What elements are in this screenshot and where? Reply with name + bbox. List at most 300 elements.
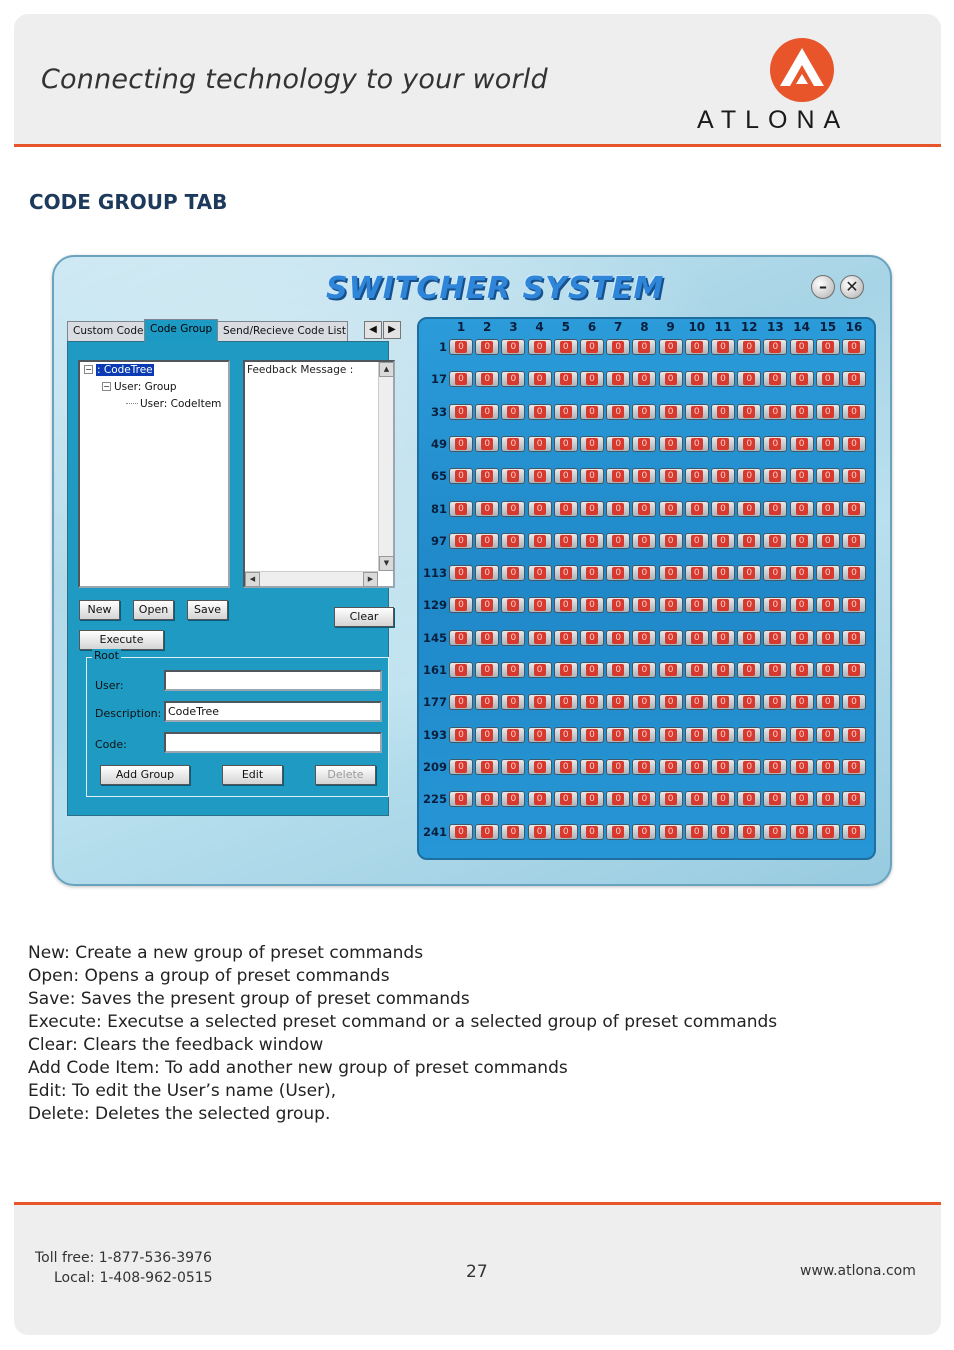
grid-cell-button[interactable]	[501, 468, 525, 484]
grid-cell-button[interactable]	[554, 630, 578, 646]
grid-cell-button[interactable]	[606, 501, 630, 517]
grid-cell-button[interactable]	[816, 824, 840, 840]
grid-cell-button[interactable]	[711, 694, 735, 710]
execute-button[interactable]: Execute	[79, 630, 164, 650]
grid-column-header: 16	[845, 320, 863, 334]
grid-cell-value: 0	[534, 373, 546, 385]
grid-cell-button[interactable]	[580, 791, 604, 807]
grid-cell-value: 0	[455, 696, 467, 708]
grid-cell-button[interactable]	[580, 371, 604, 387]
grid-row-header: 33	[430, 404, 447, 419]
grid-cell-button[interactable]	[763, 436, 787, 452]
grid-cell-button[interactable]	[763, 371, 787, 387]
open-button[interactable]: Open	[133, 600, 174, 620]
grid-cell-button[interactable]	[632, 533, 656, 549]
grid-cell-button[interactable]	[711, 759, 735, 775]
grid-cell-button[interactable]	[606, 597, 630, 613]
grid-cell-button[interactable]	[580, 468, 604, 484]
grid-cell-button[interactable]	[606, 404, 630, 420]
grid-cell-button[interactable]	[842, 662, 866, 678]
grid-cell-button[interactable]	[501, 662, 525, 678]
grid-cell-button[interactable]	[685, 404, 709, 420]
grid-cell-button[interactable]	[816, 468, 840, 484]
grid-cell-button[interactable]	[685, 468, 709, 484]
grid-cell-button[interactable]	[606, 436, 630, 452]
grid-cell-button[interactable]	[816, 662, 840, 678]
grid-cell-button[interactable]	[632, 824, 656, 840]
grid-cell-button[interactable]	[790, 339, 814, 355]
grid-cell-button[interactable]	[632, 727, 656, 743]
grid-cell-button[interactable]	[528, 727, 552, 743]
grid-cell-button[interactable]	[711, 404, 735, 420]
tab-send-receive-code-list[interactable]: Send/Recieve Code List	[217, 321, 348, 341]
grid-cell-button[interactable]	[816, 759, 840, 775]
grid-cell-button[interactable]	[632, 468, 656, 484]
grid-cell-button[interactable]	[554, 791, 578, 807]
grid-cell-button[interactable]	[475, 468, 499, 484]
code-input[interactable]	[164, 732, 382, 753]
grid-cell-button[interactable]	[528, 565, 552, 581]
grid-cell-button[interactable]	[763, 501, 787, 517]
grid-cell-button[interactable]	[763, 533, 787, 549]
grid-cell-button[interactable]	[842, 565, 866, 581]
grid-cell-button[interactable]	[763, 597, 787, 613]
grid-cell-button[interactable]	[632, 436, 656, 452]
grid-cell-button[interactable]	[449, 759, 473, 775]
grid-cell-button[interactable]	[685, 759, 709, 775]
grid-cell-button[interactable]	[790, 533, 814, 549]
grid-cell-button[interactable]	[737, 662, 761, 678]
grid-cell-button[interactable]	[763, 694, 787, 710]
grid-cell-button[interactable]	[632, 339, 656, 355]
grid-cell-button[interactable]	[790, 501, 814, 517]
grid-cell-button[interactable]	[580, 694, 604, 710]
grid-cell-button[interactable]	[816, 404, 840, 420]
grid-cell-button[interactable]	[632, 791, 656, 807]
grid-cell-button[interactable]	[580, 662, 604, 678]
grid-cell-button[interactable]	[501, 727, 525, 743]
grid-cell-button[interactable]	[606, 662, 630, 678]
grid-cell-button[interactable]	[659, 533, 683, 549]
grid-cell-button[interactable]	[737, 727, 761, 743]
grid-cell-button[interactable]	[842, 468, 866, 484]
grid-cell-button[interactable]	[554, 694, 578, 710]
grid-cell-button[interactable]	[501, 630, 525, 646]
grid-cell-button[interactable]	[501, 824, 525, 840]
grid-cell-button[interactable]	[737, 565, 761, 581]
grid-cell-button[interactable]	[711, 533, 735, 549]
grid-cell-button[interactable]	[842, 371, 866, 387]
grid-cell-button[interactable]	[842, 630, 866, 646]
grid-cell-button[interactable]	[554, 597, 578, 613]
grid-cell-button[interactable]	[763, 824, 787, 840]
grid-cell-button[interactable]	[449, 533, 473, 549]
grid-cell-button[interactable]	[659, 597, 683, 613]
grid-cell-button[interactable]	[816, 791, 840, 807]
grid-cell-button[interactable]	[685, 694, 709, 710]
grid-cell-button[interactable]	[449, 597, 473, 613]
grid-cell-button[interactable]	[606, 694, 630, 710]
grid-cell-button[interactable]	[711, 371, 735, 387]
grid-cell-button[interactable]	[685, 727, 709, 743]
grid-cell-button[interactable]	[790, 630, 814, 646]
tab-custom-code[interactable]: Custom Code	[67, 321, 145, 341]
scroll-up-icon[interactable]: ▲	[379, 362, 394, 377]
new-button[interactable]: New	[79, 600, 120, 620]
grid-cell-button[interactable]	[475, 759, 499, 775]
grid-cell-button[interactable]	[737, 824, 761, 840]
grid-cell-button[interactable]	[659, 371, 683, 387]
grid-cell-button[interactable]	[606, 533, 630, 549]
grid-cell-button[interactable]	[501, 694, 525, 710]
grid-cell-button[interactable]	[528, 630, 552, 646]
grid-cell-button[interactable]	[449, 565, 473, 581]
grid-cell-value: 0	[455, 761, 467, 773]
grid-cell-button[interactable]	[711, 597, 735, 613]
grid-cell-button[interactable]	[501, 565, 525, 581]
grid-cell-button[interactable]	[449, 630, 473, 646]
grid-cell-button[interactable]	[685, 339, 709, 355]
grid-cell-button[interactable]	[763, 791, 787, 807]
clear-button[interactable]: Clear	[334, 607, 394, 627]
grid-cell-button[interactable]	[737, 468, 761, 484]
grid-cell-button[interactable]	[790, 791, 814, 807]
grid-cell-button[interactable]	[528, 468, 552, 484]
grid-cell-button[interactable]	[685, 501, 709, 517]
grid-cell-button[interactable]	[790, 662, 814, 678]
tree-node-item[interactable]: User: CodeItem	[126, 398, 221, 410]
grid-cell-button[interactable]	[842, 501, 866, 517]
grid-cell-button[interactable]	[842, 824, 866, 840]
grid-cell-button[interactable]	[816, 597, 840, 613]
grid-cell-button[interactable]	[790, 824, 814, 840]
scroll-down-icon[interactable]: ▼	[379, 556, 394, 571]
grid-cell-button[interactable]	[816, 630, 840, 646]
grid-cell-button[interactable]	[659, 630, 683, 646]
grid-cell-button[interactable]	[554, 468, 578, 484]
grid-cell-button[interactable]	[580, 404, 604, 420]
grid-cell-button[interactable]	[685, 565, 709, 581]
grid-cell-button[interactable]	[842, 404, 866, 420]
grid-cell-button[interactable]	[580, 339, 604, 355]
grid-cell-button[interactable]	[711, 339, 735, 355]
grid-cell-button[interactable]	[685, 371, 709, 387]
grid-cell-button[interactable]	[659, 565, 683, 581]
grid-cell-button[interactable]	[816, 371, 840, 387]
grid-cell-button[interactable]	[449, 339, 473, 355]
grid-cell-button[interactable]	[711, 662, 735, 678]
add-group-button[interactable]: Add Group	[100, 765, 190, 785]
grid-cell-button[interactable]	[501, 339, 525, 355]
grid-cell-value: 0	[560, 406, 572, 418]
grid-cell-button[interactable]	[449, 824, 473, 840]
grid-cell-button[interactable]	[528, 662, 552, 678]
grid-cell-button[interactable]	[554, 662, 578, 678]
grid-cell-button[interactable]	[501, 404, 525, 420]
delete-button[interactable]: Delete	[315, 765, 376, 785]
grid-cell-button[interactable]	[763, 630, 787, 646]
grid-cell-button[interactable]	[816, 436, 840, 452]
grid-cell-button[interactable]	[554, 339, 578, 355]
grid-cell-button[interactable]	[790, 597, 814, 613]
grid-cell-button[interactable]	[659, 791, 683, 807]
grid-cell-button[interactable]	[449, 371, 473, 387]
grid-cell-button[interactable]	[659, 501, 683, 517]
grid-cell-button[interactable]	[790, 468, 814, 484]
grid-cell-button[interactable]	[449, 694, 473, 710]
grid-cell-button[interactable]	[528, 759, 552, 775]
grid-cell-button[interactable]	[763, 565, 787, 581]
grid-cell-button[interactable]	[632, 759, 656, 775]
grid-cell-button[interactable]	[659, 662, 683, 678]
minimize-icon[interactable]: –	[811, 275, 835, 299]
grid-cell-button[interactable]	[737, 436, 761, 452]
grid-cell-button[interactable]	[711, 501, 735, 517]
grid-cell-button[interactable]	[632, 662, 656, 678]
grid-cell-button[interactable]	[816, 694, 840, 710]
grid-cell-button[interactable]	[737, 597, 761, 613]
grid-cell-button[interactable]	[501, 501, 525, 517]
grid-cell-button[interactable]	[816, 533, 840, 549]
grid-cell-button[interactable]	[475, 824, 499, 840]
grid-cell-button[interactable]	[501, 597, 525, 613]
grid-row-header: 177	[422, 695, 447, 710]
grid-cell-button[interactable]	[606, 791, 630, 807]
grid-cell-button[interactable]	[737, 630, 761, 646]
grid-cell-button[interactable]	[475, 662, 499, 678]
grid-cell-button[interactable]	[711, 468, 735, 484]
grid-cell-button[interactable]	[580, 630, 604, 646]
grid-cell-button[interactable]	[659, 759, 683, 775]
grid-cell-button[interactable]	[816, 339, 840, 355]
grid-cell-button[interactable]	[659, 824, 683, 840]
grid-cell-button[interactable]	[632, 371, 656, 387]
tree-node-root[interactable]: − : CodeTree	[85, 364, 153, 376]
grid-cell-button[interactable]	[685, 824, 709, 840]
grid-cell-value: 0	[612, 793, 624, 805]
grid-cell-button[interactable]	[606, 824, 630, 840]
grid-cell-button[interactable]	[501, 436, 525, 452]
tree-node-group[interactable]: − User: Group	[103, 381, 177, 393]
grid-cell-button[interactable]	[842, 759, 866, 775]
grid-cell-button[interactable]	[737, 371, 761, 387]
grid-cell-button[interactable]	[528, 339, 552, 355]
grid-cell-button[interactable]	[449, 468, 473, 484]
grid-cell-button[interactable]	[737, 533, 761, 549]
grid-cell-button[interactable]	[632, 694, 656, 710]
grid-cell-button[interactable]	[475, 339, 499, 355]
grid-cell-button[interactable]	[501, 371, 525, 387]
grid-cell-button[interactable]	[737, 501, 761, 517]
grid-cell-button[interactable]	[554, 371, 578, 387]
grid-cell-button[interactable]	[632, 565, 656, 581]
grid-cell-button[interactable]	[790, 371, 814, 387]
grid-cell-button[interactable]	[475, 501, 499, 517]
grid-cell-button[interactable]	[449, 436, 473, 452]
grid-cell-button[interactable]	[659, 694, 683, 710]
grid-cell-button[interactable]	[606, 727, 630, 743]
grid-cell-button[interactable]	[580, 565, 604, 581]
grid-cell-button[interactable]	[842, 694, 866, 710]
tab-scroll-left-icon[interactable]: ◀	[364, 321, 382, 339]
grid-cell-button[interactable]	[501, 759, 525, 775]
grid-cell-button[interactable]	[554, 759, 578, 775]
grid-cell-button[interactable]	[501, 791, 525, 807]
grid-cell-button[interactable]	[449, 727, 473, 743]
grid-cell-button[interactable]	[449, 501, 473, 517]
description-input[interactable]: CodeTree	[164, 701, 382, 722]
grid-cell-button[interactable]	[554, 404, 578, 420]
grid-cell-button[interactable]	[842, 339, 866, 355]
collapse-icon[interactable]: −	[85, 365, 92, 374]
grid-cell-button[interactable]	[816, 565, 840, 581]
grid-cell-button[interactable]	[580, 436, 604, 452]
grid-cell-button[interactable]	[737, 759, 761, 775]
grid-cell-button[interactable]	[659, 404, 683, 420]
grid-cell-button[interactable]	[580, 597, 604, 613]
grid-cell-button[interactable]	[528, 371, 552, 387]
grid-cell-button[interactable]	[842, 791, 866, 807]
grid-cell-button[interactable]	[606, 759, 630, 775]
grid-cell-button[interactable]	[659, 727, 683, 743]
grid-cell-button[interactable]	[606, 468, 630, 484]
grid-cell-button[interactable]	[842, 727, 866, 743]
grid-cell-button[interactable]	[554, 533, 578, 549]
grid-cell-button[interactable]	[449, 791, 473, 807]
close-icon[interactable]: ✕	[840, 275, 864, 299]
feedback-message-box[interactable]	[243, 360, 395, 588]
grid-cell-button[interactable]	[685, 791, 709, 807]
grid-cell-button[interactable]	[475, 404, 499, 420]
grid-cell-button[interactable]	[659, 468, 683, 484]
feedback-horizontal-scrollbar[interactable]	[245, 571, 378, 586]
grid-cell-value: 0	[534, 729, 546, 741]
grid-cell-button[interactable]	[528, 533, 552, 549]
collapse-icon[interactable]: −	[103, 382, 110, 391]
grid-cell-button[interactable]	[816, 501, 840, 517]
grid-cell-button[interactable]	[763, 727, 787, 743]
grid-cell-button[interactable]	[528, 791, 552, 807]
grid-cell-button[interactable]	[554, 436, 578, 452]
grid-cell-button[interactable]	[475, 565, 499, 581]
grid-cell-button[interactable]	[685, 630, 709, 646]
grid-cell-button[interactable]	[528, 824, 552, 840]
edit-button[interactable]: Edit	[222, 765, 283, 785]
user-input[interactable]	[164, 670, 382, 691]
grid-cell-button[interactable]	[632, 404, 656, 420]
grid-cell-button[interactable]	[475, 533, 499, 549]
grid-cell-button[interactable]	[842, 597, 866, 613]
grid-cell-button[interactable]	[790, 565, 814, 581]
grid-cell-button[interactable]	[763, 662, 787, 678]
grid-cell-button[interactable]	[685, 436, 709, 452]
grid-cell-button[interactable]	[528, 404, 552, 420]
grid-cell-button[interactable]	[685, 597, 709, 613]
grid-cell-button[interactable]	[659, 436, 683, 452]
grid-cell-button[interactable]	[475, 597, 499, 613]
feedback-vertical-scrollbar[interactable]	[378, 362, 393, 571]
grid-cell-button[interactable]	[632, 597, 656, 613]
grid-cell-button[interactable]	[580, 727, 604, 743]
save-button[interactable]: Save	[187, 600, 228, 620]
grid-cell-button[interactable]	[632, 630, 656, 646]
grid-cell-button[interactable]	[475, 727, 499, 743]
grid-cell-button[interactable]	[737, 404, 761, 420]
scroll-right-icon[interactable]: ▶	[363, 572, 378, 587]
grid-cell-button[interactable]	[580, 759, 604, 775]
grid-cell-button[interactable]	[685, 533, 709, 549]
grid-cell-button[interactable]	[580, 533, 604, 549]
grid-cell-value: 0	[848, 470, 860, 482]
grid-cell-button[interactable]	[528, 501, 552, 517]
scroll-left-icon[interactable]: ◀	[245, 572, 260, 587]
code-tree[interactable]	[78, 360, 230, 588]
grid-cell-button[interactable]	[763, 404, 787, 420]
grid-cell-button[interactable]	[580, 824, 604, 840]
grid-cell-button[interactable]	[475, 371, 499, 387]
tab-code-group[interactable]: Code Group	[144, 319, 218, 342]
grid-cell-button[interactable]	[763, 468, 787, 484]
grid-cell-button[interactable]	[763, 339, 787, 355]
grid-cell-value: 0	[717, 793, 729, 805]
grid-cell-button[interactable]	[790, 404, 814, 420]
grid-cell-button[interactable]	[449, 662, 473, 678]
grid-cell-button[interactable]	[554, 565, 578, 581]
grid-cell-button[interactable]	[659, 339, 683, 355]
grid-cell-button[interactable]	[685, 662, 709, 678]
grid-cell-button[interactable]	[554, 727, 578, 743]
grid-cell-button[interactable]	[606, 339, 630, 355]
grid-cell-button[interactable]	[790, 694, 814, 710]
grid-cell-button[interactable]	[475, 694, 499, 710]
grid-cell-button[interactable]	[711, 436, 735, 452]
grid-cell-button[interactable]	[606, 630, 630, 646]
grid-cell-button[interactable]	[711, 565, 735, 581]
grid-cell-button[interactable]	[842, 533, 866, 549]
grid-cell-button[interactable]	[816, 727, 840, 743]
grid-cell-button[interactable]	[711, 791, 735, 807]
grid-cell-button[interactable]	[632, 501, 656, 517]
grid-cell-button[interactable]	[790, 436, 814, 452]
grid-cell-button[interactable]	[737, 791, 761, 807]
grid-cell-button[interactable]	[606, 565, 630, 581]
grid-cell-button[interactable]	[501, 533, 525, 549]
grid-cell-button[interactable]	[475, 630, 499, 646]
grid-cell-button[interactable]	[475, 436, 499, 452]
grid-cell-button[interactable]	[528, 694, 552, 710]
grid-cell-button[interactable]	[475, 791, 499, 807]
grid-cell-button[interactable]	[711, 824, 735, 840]
grid-cell-button[interactable]	[528, 597, 552, 613]
grid-cell-button[interactable]	[763, 759, 787, 775]
grid-cell-button[interactable]	[790, 759, 814, 775]
grid-cell-button[interactable]	[737, 694, 761, 710]
grid-cell-button[interactable]	[737, 339, 761, 355]
grid-cell-button[interactable]	[711, 727, 735, 743]
grid-cell-button[interactable]	[449, 404, 473, 420]
grid-cell-value: 0	[848, 341, 860, 353]
grid-cell-button[interactable]	[790, 727, 814, 743]
tab-scroll-right-icon[interactable]: ▶	[383, 321, 401, 339]
grid-cell-value: 0	[455, 793, 467, 805]
grid-cell-button[interactable]	[528, 436, 552, 452]
grid-cell-button[interactable]	[580, 501, 604, 517]
grid-cell-button[interactable]	[711, 630, 735, 646]
grid-cell-button[interactable]	[554, 824, 578, 840]
grid-cell-button[interactable]	[606, 371, 630, 387]
grid-cell-button[interactable]	[554, 501, 578, 517]
grid-cell-button[interactable]	[842, 436, 866, 452]
